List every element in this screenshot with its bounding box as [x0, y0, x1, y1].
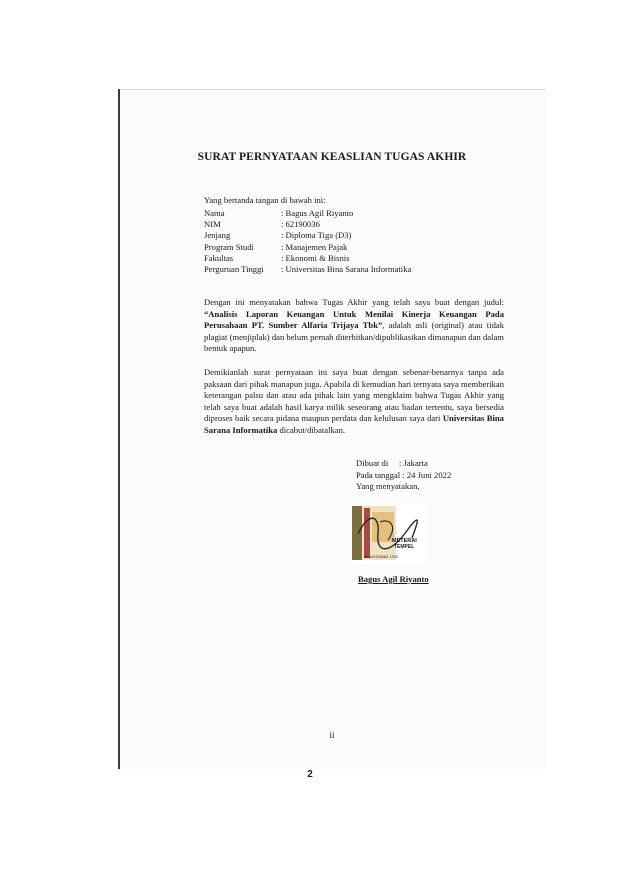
- field-row-program-studi: [204, 242, 411, 253]
- scanned-page: [118, 89, 546, 769]
- stamp-red-band: [364, 508, 370, 558]
- field-value: : Manajemen Pajak: [281, 241, 348, 252]
- field-value: : 62190036: [281, 219, 320, 230]
- university-name: Universitas Bina Sarana Informatika: [204, 413, 504, 435]
- paragraph-text: dicabut/dibatalkan.: [277, 424, 346, 435]
- page-top-edge: [118, 89, 546, 90]
- intro-text: Yang bertanda tangan di bawah ini:: [204, 195, 326, 205]
- field-row-perguruan-tinggi: [204, 264, 411, 275]
- identity-fields: [204, 208, 411, 275]
- paragraph-text: Demikianlah surat pernyataan ini saya buat dengan sebenar-benarnya tanpa ada paksaan dari pihak manapun juga. Apabila di kemudian hari ternyata saya memberikan keterangan palsu dan atau ada pihak lain yang mengklaim bahwa Tugas Akhir yang telah saya buat adalah hasil karya milik seseorang atau badan tertentu, saya bersedia diproses baik secara pidana maupun perdata dan kelulusan saya dari: [204, 367, 504, 424]
- sign-closing: Yang menyatakan,: [356, 481, 420, 492]
- document-page-number: ii: [329, 730, 335, 740]
- field-row-nim: [204, 219, 411, 230]
- document-title: SURAT PERNYATAAN KEASLIAN TUGAS AKHIR: [197, 151, 467, 163]
- sign-date: Pada tanggal : 24 Juni 2022: [356, 469, 452, 480]
- field-label: NIM: [204, 219, 221, 230]
- stamp-serial: 8AAJX225082 1703: [364, 555, 398, 559]
- field-label: Nama: [204, 208, 225, 218]
- field-label: Jenjang: [204, 230, 231, 241]
- signer-name: Bagus Agil Riyanto: [358, 574, 429, 584]
- stamp-gold-panel: [372, 512, 394, 542]
- paragraph-text: , adalah asli (original) atau tidak plagiat (menjiplak) dan belum pernah diterbitkan/dipublikasikan dimanapun dan dalam bentuk apapun.: [204, 320, 504, 354]
- field-value: : Bagus Agil Riyanto: [281, 208, 354, 218]
- field-value: : Diploma Tiga (D3): [281, 230, 352, 241]
- stamp-label: METERAI: [392, 538, 417, 544]
- stamp-label: TEMPEL: [394, 544, 415, 550]
- field-row-jenjang: [204, 230, 411, 241]
- signature-block: [356, 458, 451, 493]
- field-row-fakultas: [204, 253, 411, 264]
- page-left-edge: [118, 89, 120, 769]
- field-label: Fakultas: [204, 252, 234, 263]
- field-value: : Universitas Bina Sarana Informatika: [281, 264, 412, 275]
- declaration-paragraph: [204, 297, 504, 355]
- sign-place: Dibuat di : Jakarta: [356, 458, 428, 468]
- viewer-page-number: 2: [307, 769, 313, 780]
- field-label: Program Studi: [204, 241, 254, 252]
- stamp-strip: [352, 506, 362, 560]
- meterai-stamp: [350, 504, 426, 564]
- field-value: : Ekonomi & Bisnis: [281, 252, 350, 263]
- paragraph-text: Dengan ini menyatakan bahwa Tugas Akhir yang telah saya buat dengan judul:: [204, 297, 504, 307]
- statement-paragraph: [204, 367, 504, 437]
- field-row-nama: [204, 208, 411, 219]
- thesis-title: “Analisis Laporan Keuangan Untuk Menilai Kinerja Keuangan Pada Perusahaan PT. Sumber Alfaria Trijaya Tbk”: [204, 308, 504, 331]
- field-label: Perguruan Tinggi: [204, 264, 264, 275]
